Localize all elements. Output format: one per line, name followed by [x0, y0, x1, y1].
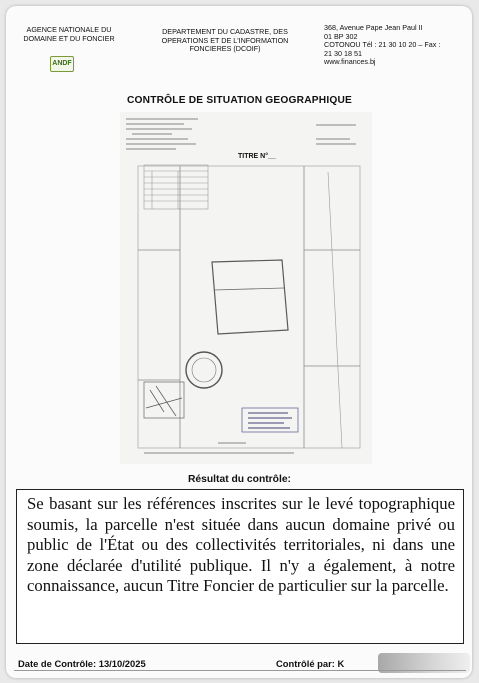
controlled-by: Contrôlé par: K — [276, 658, 345, 669]
result-heading: Résultat du contrôle: — [188, 474, 291, 485]
result-text: Se basant sur les références inscrites sur le levé topographique soumis, la parcelle n'est située dans aucun domaine privé ou public de l'État ou des collectivités territoriales, ni dans une zone déclarée d'utilité publique. Il n'y a également, à notre connaissance, aucun Titre Foncier de particulier sur la parcelle. — [16, 489, 464, 644]
footer-divider — [14, 670, 466, 671]
agency-name: AGENCE NATIONALE DU DOMAINE ET DU FONCIER — [23, 25, 115, 43]
topographic-plan — [120, 112, 372, 464]
plan-title-number: TITRE N°__ — [238, 153, 276, 160]
plan-drawing — [120, 112, 372, 464]
address-block: 368, Avenue Pape Jean Paul II 01 BP 302 COTONOU Tél : 21 30 10 20 – Fax : 21 30 18 51 www.finances.bj — [324, 23, 441, 67]
control-date: Date de Contrôle: 13/10/2025 — [18, 658, 146, 669]
document-title: CONTRÔLE DE SITUATION GEOGRAPHIQUE — [126, 95, 353, 106]
department-name: DEPARTEMENT DU CADASTRE, DES OPERATIONS ET DE L'INFORMATION FONCIERES (DCOIF) — [161, 27, 289, 54]
andf-logo: ANDF — [50, 56, 74, 72]
